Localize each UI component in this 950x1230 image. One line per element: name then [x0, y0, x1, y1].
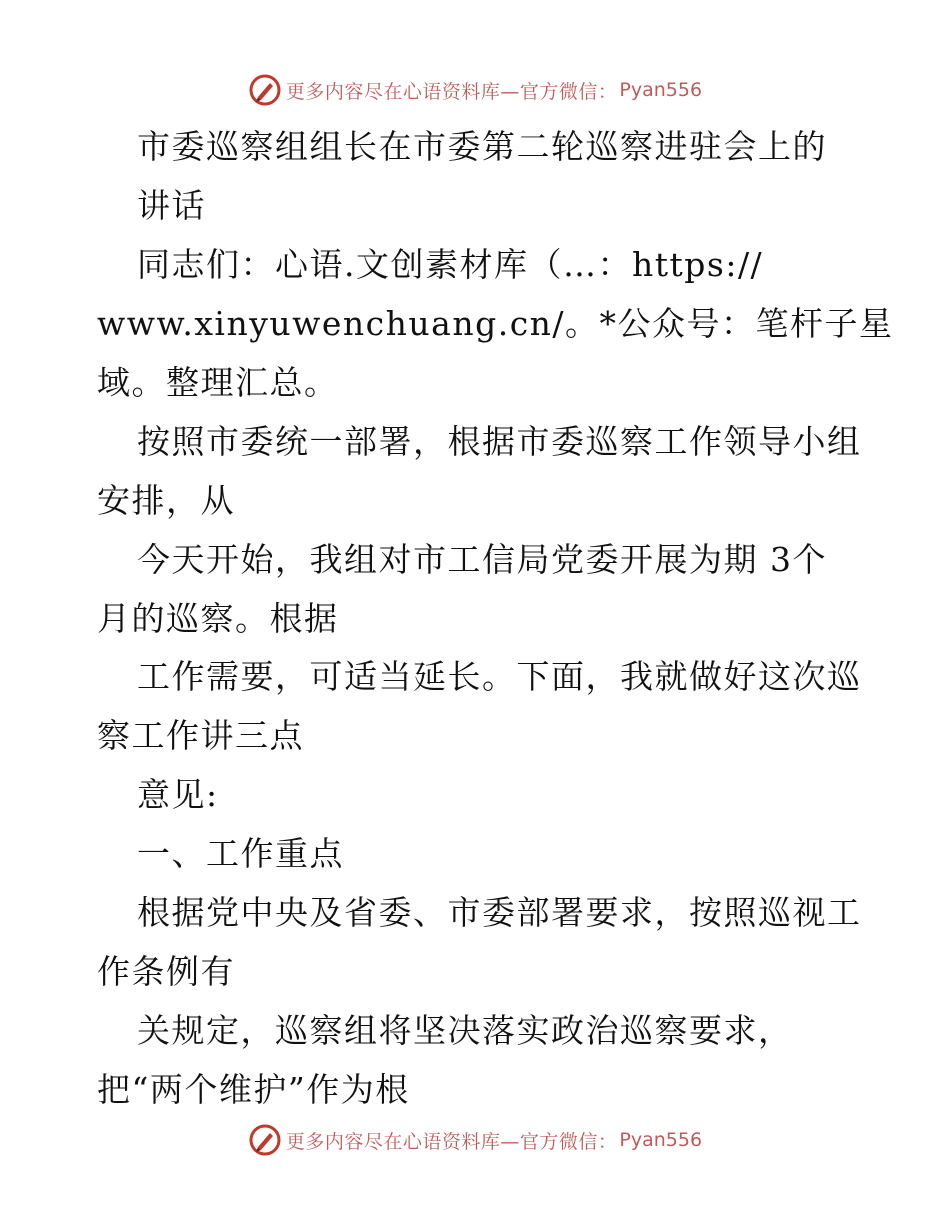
text-line: 域。整理汇总。 — [97, 363, 339, 402]
paragraph-line: 按照市委统一部署，根据市委巡察工作领导小组 — [137, 422, 862, 461]
paragraph-line: 今天开始，我组对市工信局党委开展为期 3个 — [137, 540, 827, 579]
paragraph-line: 意见: — [137, 775, 219, 814]
salutation-line: 同志们：心语.文创素材库（…：https:// — [137, 245, 764, 284]
pen-logo-icon — [248, 1123, 282, 1157]
title-line-1: 市委巡察组组长在市委第二轮巡察进驻会上的 — [137, 127, 827, 166]
text-line: 察工作讲三点 — [97, 716, 304, 755]
url-line: www.xinyuwenchuang.cn/。*公众号：笔杆子星 — [97, 304, 894, 343]
title-line-2: 讲话 — [137, 186, 206, 225]
text-line: 月的巡察。根据 — [97, 599, 339, 638]
watermark-text: 更多内容尽在心语资料库—官方微信： — [285, 1130, 618, 1153]
paragraph-line: 工作需要，可适当延长。下面，我就做好这次巡 — [137, 657, 862, 696]
section-heading: 一、工作重点 — [137, 834, 344, 873]
watermark-text: 更多内容尽在心语资料库—官方微信： — [285, 80, 618, 103]
watermark-wechat-id: Pyan556 — [619, 1129, 703, 1151]
text-line: 作条例有 — [97, 952, 235, 991]
paragraph-line: 根据党中央及省委、市委部署要求，按照巡视工 — [137, 893, 862, 932]
footer-watermark — [0, 1120, 950, 1160]
text-line: 把“两个维护”作为根 — [97, 1070, 410, 1109]
watermark-wechat-id: Pyan556 — [619, 79, 703, 101]
text-line: 安排，从 — [97, 481, 235, 520]
paragraph-line: 关规定，巡察组将坚决落实政治巡察要求， — [137, 1011, 793, 1050]
